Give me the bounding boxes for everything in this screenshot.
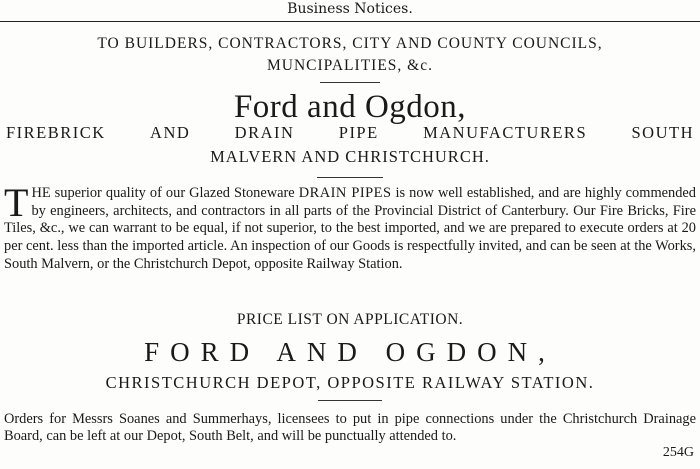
divider-rule xyxy=(317,177,383,178)
divider-rule xyxy=(320,82,380,83)
addressee-line-2: MUNCIPALITIES, &c. xyxy=(267,57,433,74)
trade-line-2: MALVERN AND CHRISTCHURCH. xyxy=(210,147,490,166)
advert-body xyxy=(4,180,697,274)
trade-line-1 xyxy=(6,123,694,143)
firm-title: Ford and Ogdon, xyxy=(233,89,467,125)
depot-line: CHRISTCHURCH DEPOT, OPPOSITE RAILWAY STATION. xyxy=(105,373,595,392)
body-text-part1: HE superior quality of our Glazed Stoneware xyxy=(31,185,299,201)
firm-name-spaced: FORD AND OGDON, xyxy=(144,337,556,367)
body-emphasis: DRAIN PIPES xyxy=(298,185,392,201)
trade-word: FIREBRICK xyxy=(6,123,106,142)
drop-cap: T xyxy=(4,180,29,225)
price-list-line: PRICE LIST ON APPLICATION. xyxy=(236,311,464,328)
trade-word: DRAIN xyxy=(234,123,295,142)
orders-notice: Orders for Messrs Soanes and Summerhays, licensees to put in pipe connections under the Christchurch Drainage Board, can be left at our Depot, South Belt, and will be punctually attended to. xyxy=(4,411,696,444)
section-header: Business Notices. xyxy=(287,1,413,17)
trade-word: MANUFACTURERS xyxy=(423,123,588,142)
trade-word: PIPE xyxy=(338,123,379,142)
addressee-line-1: TO BUILDERS, CONTRACTORS, CITY AND COUNTY COUNCILS, xyxy=(97,35,603,52)
advert-code: 254G xyxy=(662,445,694,460)
trade-word: SOUTH xyxy=(631,123,694,142)
body-text-part2: is now well established, and are highly commended by engineers, architects, and contractors in all parts of the Provincial District of Canterbury. Our Fire Bricks, Fire Tiles, &c., we can warrant to be equal, if not superior, to the best imported, and we are prepared to execute orders at 20 per cent. less than the imported article. An inspection of our Goods is respectfully invited, and can be seen at the Works, South Malvern, or the Christchurch Depot, opposite Railway Station. xyxy=(4,185,697,272)
trade-word: AND xyxy=(150,123,191,142)
header-rule xyxy=(0,21,700,22)
divider-rule xyxy=(318,400,382,401)
